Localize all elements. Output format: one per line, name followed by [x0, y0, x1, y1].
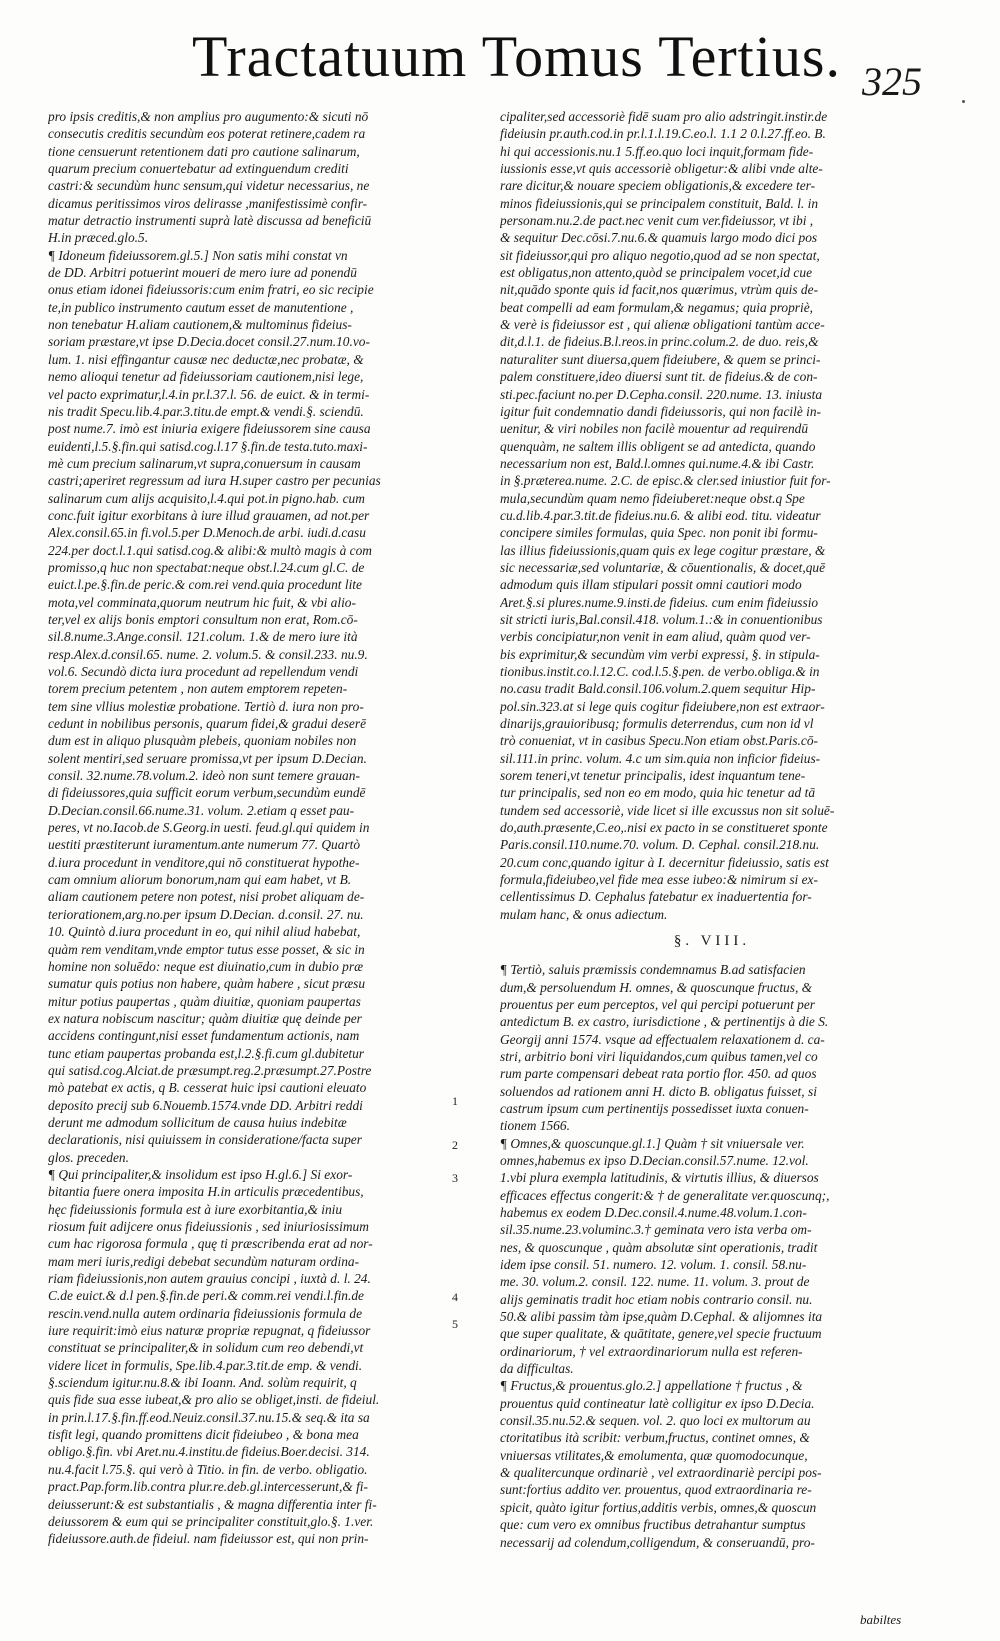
- text-line: lum. 1. nisi effingantur causæ nec deductæ,nec probatæ, &: [48, 351, 364, 367]
- text-line: ex natura nobiscum nascitur; quàm diuitiæ quę deinde per: [48, 1010, 362, 1026]
- text-line: uestiti præstiterunt iuramentum.ante numerum 77. Quartò: [48, 837, 361, 853]
- text-line: Georgij anni 1574. vsque ad effectualem relaxationem d. ca-: [500, 1031, 825, 1047]
- text-line: sil.111.in princ. volum. 4.c um sim.quia non inficior fideius-: [500, 750, 821, 766]
- text-line: mitur potius paupertas , quàm diuitiæ, quoniam paupertas: [48, 993, 361, 1009]
- text-line: derunt me admodum sollicitum de causa huius indebitæ: [48, 1114, 347, 1130]
- text-line: tionem 1566.: [500, 1118, 570, 1134]
- text-line: no.casu tradit Bald.consil.106.volum.2.quem sequitur Hip-: [500, 681, 816, 697]
- text-line: qui satisd.cog.Alciat.de præsumpt.reg.2.præsumpt.27.Postre: [48, 1062, 372, 1078]
- right-column-bottom-text: [500, 961, 924, 1551]
- text-line: homine non soluēdo: neque est diuinatio,cum in dubio præ: [48, 958, 364, 974]
- text-line: alijs geminatis tradit hoc etiam nobis contrario consil. nu.: [500, 1291, 813, 1307]
- text-line: sti.pec.faciunt no.per D.Cepha.consil. 220.nume. 13. iniusta: [500, 386, 823, 402]
- text-line: D.Decian.consil.66.nume.31. volum. 2.etiam q esset pau-: [48, 802, 355, 818]
- text-line: tione censuerunt retentionem dati pro cautione salinarum,: [48, 143, 360, 159]
- text-line: minos fideiussionis,qui se principalem constituit, Bald. l. in: [500, 195, 819, 211]
- text-line: constituat se principaliter,& in solidum cum reo debendi,vt: [48, 1340, 364, 1356]
- margin-note: 2: [452, 1138, 458, 1152]
- right-column: [500, 108, 924, 1551]
- text-line: necessarium non est, Bald.l.omnes qui.nume.4.& ibi Castr.: [500, 455, 815, 471]
- ink-blot: [962, 100, 965, 103]
- text-line: euict.l.pe.§.fin.de peric.& com.rei vend.quia procedunt lite: [48, 577, 362, 593]
- text-line: ¶ Idoneum fideiussorem.gl.5.] Non satis mihi constat vn: [48, 247, 348, 263]
- text-line: soluendos ad rationem anni H. dicto B. obligatus fuisset, si: [500, 1083, 817, 1099]
- text-line: concipere similes formulas, quia Spec. non ponit ibi formu-: [500, 525, 818, 541]
- text-line: accidens contingunt,nisi esset fundamentum actionis, nam: [48, 1028, 360, 1044]
- text-line: palem constituere,ideo diuersi sunt tit. de fideius.& de con-: [500, 369, 818, 385]
- text-line: nu.4.facit l.75.§. qui verò à Titio. in fin. de verbo. obligatio.: [48, 1461, 368, 1477]
- text-line: d.iura procedunt in venditore,qui nō constituerat hypothe-: [48, 854, 360, 870]
- text-line: videre licet in formulis, Spe.lib.4.par.3.tit.de emp. & vendi.: [48, 1357, 363, 1373]
- text-line: sil.8.nume.3.Ange.consil. 121.colum. 1.& de mero iure ità: [48, 629, 358, 645]
- text-line: fideiussore.auth.de fideiul. nam fideiussor est, qui non prin-: [48, 1531, 369, 1547]
- text-line: Paris.consil.110.nume.70. volum. D. Cephal. consil.218.nu.: [500, 837, 820, 853]
- text-line: verbis concipiatur,non venit in eam aliud, quàm quod ver-: [500, 629, 811, 645]
- text-line: rare dicitur,& nouare speciem obligationis,& excedere ter-: [500, 178, 816, 194]
- text-line: beat compelli ad eam formulam,& negamus; quia propriè,: [500, 299, 814, 315]
- text-line: riosum fuit adijcere onus fideiussionis , sed iniuriosissimum: [48, 1219, 369, 1234]
- text-line: hi qui accessionis.nu.1 5.ff.eo.quo loci inquit,formam fide-: [500, 143, 814, 159]
- text-line: igitur fuit condemnatio dandi fideiussoris, qui non facilè in-: [500, 403, 821, 419]
- text-line: deposito precij sub 6.Nouemb.1574.vnde DD. Arbitri reddi: [48, 1097, 363, 1113]
- text-line: ¶ Omnes,& quoscunque.gl.1.] Quàm † sit vniuersale ver.: [500, 1135, 805, 1151]
- text-line: prouentus quid contineatur latè colligitur ex ipso D.Decia.: [500, 1395, 815, 1411]
- text-line: consecutis creditis secundùm eos poterat retinere,cadem ra: [48, 126, 366, 142]
- text-line: do,auth.præsente,C.eo,.nisi ex pacto in se constitueret sponte: [500, 820, 828, 836]
- text-line: mulam hanc, & onus adiectum.: [500, 906, 668, 922]
- text-line: 50.& alibi passim tàm ipse,quàm D.Cephal. & alijomnes ita: [500, 1309, 823, 1325]
- text-line: castri:& secundùm hunc sensum,qui videtur necessarius, ne: [48, 178, 370, 194]
- text-line: sorem teneri,vt tenetur principalis, idest inquantum tene-: [500, 768, 806, 784]
- text-line: dit,d.l.1. de fideius.B.l.reos.in princ.colum.2. de duo. reis,&: [500, 334, 819, 350]
- text-line: non tenebatur H.aliam cautionem,& multominus fideius-: [48, 317, 352, 333]
- text-line: resp.Alex.d.consil.65. nume. 2. volum.5. & consil.233. nu.9.: [48, 646, 368, 662]
- text-line: sic necessariæ,sed voluntariæ, & cōuentionalis, & docet,quē: [500, 559, 826, 575]
- text-line: pol.sin.323.at si lege quis cogitur fideiubere,non est extraor-: [500, 698, 825, 714]
- text-line: dum est in aliquo plusquàm plebeis, quoniam nobiles non: [48, 733, 357, 749]
- text-line: peres, vt no.Iacob.de S.Georg.in uesti. feud.gl.qui quidem in: [48, 820, 370, 836]
- text-line: 1.vbi plura exempla latitudinis, & virtutis illius, & diuersos: [500, 1170, 819, 1186]
- text-line: consil.35.nu.52.& sequen. vol. 2. quo loci ex multorum au: [500, 1413, 811, 1429]
- text-line: 224.per doct.l.1.qui satisd.cog.& alibi:& multò magis à com: [48, 542, 372, 558]
- text-line: cu.d.lib.4.par.3.tit.de fideius.nu.6. & alibi eod. titu. videatur: [500, 507, 821, 523]
- text-line: in §.præterea.nume. 2.C. de episc.& cler.sed iniustior fuit for-: [500, 473, 831, 489]
- text-line: las illius fideiussionis,quam quis ex lege cogitur præstare, &: [500, 542, 826, 558]
- text-line: salinarum cum alijs acquisito,l.4.qui pot.in pigno.hab. cum: [48, 490, 365, 506]
- text-line: consil. 32.nume.78.volum.2. ideò non sunt temere grauan-: [48, 768, 360, 784]
- text-line: quàm rem venditam,vnde emptor tutus esse posset, & sic in: [48, 941, 365, 957]
- text-line: matur detractio instrumenti suprà latè discussa ad beneficiū: [48, 213, 372, 229]
- text-line: mè cum precium salinarum,vt supra,conuersum in causam: [48, 455, 361, 471]
- text-line: nemo alioqui tenetur ad fideiussoriam cautionem,nisi lege,: [48, 369, 364, 385]
- text-line: quarum precium conuertebatur ad extinguendum crediti: [48, 161, 349, 177]
- text-line: dum,& persoluendum H. omnes, & quoscunque fructus, &: [500, 979, 813, 995]
- text-line: 20.cum conc,quando igitur à I. decernitur fideiussio, satis est: [500, 854, 829, 870]
- text-line: ordinariorum, † vel extraordinariorum nulla est referen-: [500, 1343, 803, 1359]
- text-line: ¶ Fructus,& prouentus.glo.2.] appellatione † fructus , &: [500, 1378, 803, 1394]
- text-line: solent mentiri,sed seruare promissa,vt per ipsum D.Decian.: [48, 750, 367, 766]
- left-column: [48, 108, 472, 1548]
- text-line: antedictum B. ex castro, iurisdictione , & pertinentijs à die S.: [500, 1014, 829, 1030]
- text-line: omnes,habemus ex ipso D.Decian.consil.57.nume. 12.vol.: [500, 1152, 809, 1168]
- text-line: dicamus peritissimos viros delirasse ,manifestissimè confir-: [48, 195, 368, 211]
- text-line: tur principalis, sed non eo em modo, quia hic tenetur ad tā: [500, 785, 816, 801]
- text-line: cedunt in nobilibus personis, quarum fidei,& gradui deserē: [48, 716, 367, 732]
- text-line: formula,fideiubeo,vel fide mea esse iubeo:& nimirum si ex-: [500, 872, 818, 888]
- text-line: efficaces effectus congerit:& † de generalitate ver.quoscunq;,: [500, 1187, 830, 1203]
- text-line: vel pacto exprimatur,l.4.in pr.l.37.l. 56. de euict. & in termi-: [48, 386, 370, 402]
- text-line: que: cum vero ex omnibus fructibus detrahantur sumptus: [500, 1517, 806, 1533]
- right-column-top-text: [500, 108, 924, 923]
- text-line: obligo.§.fin. vbi Aret.nu.4.institu.de fideius.Boer.decisi. 314.: [48, 1444, 370, 1460]
- text-line: bitantia fuere onera imposita H.in articulis præcedentibus,: [48, 1184, 364, 1200]
- text-line: soriam præstare,vt ipse D.Decia.docet consil.27.num.10.vo-: [48, 334, 370, 350]
- text-line: rescin.vend.nulla autem ordinaria fideiussionis formula de: [48, 1305, 363, 1321]
- text-line: nis tradit Specu.lib.4.par.3.titu.de empt.& vendi.§. sciendū.: [48, 403, 364, 419]
- text-line: nit,quādo sponte quis id facit,nos quærimus, vtrùm quis de-: [500, 282, 819, 298]
- margin-note: 4: [452, 1290, 458, 1304]
- text-line: me. 30. volum.2. consil. 122. nume. 11. volum. 3. prout de: [500, 1274, 810, 1290]
- text-line: mula,secundùm quam nemo fideiuberet:neque obst.q Spe: [500, 490, 805, 506]
- text-line: mam meri iuris,redigi debebat secundùm naturam ordina-: [48, 1253, 360, 1269]
- text-line: iussionis esse,vt quis accessoriè obligetur:& alibi vnde alte-: [500, 161, 823, 177]
- text-line: di fideiussores,quia sufficit eorum verbum,secundùm eundē: [48, 785, 366, 801]
- text-line: vol.6. Secundò dicta iura procedunt ad repellendum vendi: [48, 664, 359, 679]
- text-line: deiussorem & eum qui se principaliter constituit,glo.§. 1.ver.: [48, 1513, 374, 1529]
- text-line: quis fide sua esse iubeat,& pro alio se obliget,insti. de fideiul.: [48, 1392, 380, 1408]
- text-line: dinarijs,grauioribusq; formulis deterrendus, cum non id vl: [500, 716, 814, 732]
- text-line: necessarij ad colendum,colligendum, & conseruandū, pro-: [500, 1534, 815, 1550]
- text-line: onus etiam idonei fideiussoris:cum enim fratri, eo sic recipie: [48, 282, 374, 298]
- text-line: cum hac rigorosa formula , quę ti præscribenda erat ad nor-: [48, 1236, 373, 1252]
- text-line: rum parte compensari debeat rata portio flor. 450. ad quos: [500, 1066, 817, 1082]
- text-line: & qualitercunque ordinariè , vel extraordinariè percipi pos-: [500, 1465, 822, 1481]
- section-heading: §. VIII.: [673, 933, 751, 950]
- text-line: da difficultas.: [500, 1361, 574, 1377]
- text-line: promisso,q huc non spectabat:neque obst.l.24.cum gl.C. de: [48, 559, 365, 575]
- text-line: teriorationem,arg.no.per ipsum D.Decian. d.consil. 27. nu.: [48, 906, 364, 922]
- margin-note: 3: [452, 1171, 458, 1185]
- text-line: tundem sed accessoriè, vide licet si ille excussus non sit soluē-: [500, 802, 835, 818]
- text-line: admodum quis illam stipulari possit omni cautiori modo: [500, 577, 802, 593]
- text-line: riam fideiussionis,non autem grauius concipi , iuxtà d. l. 24.: [48, 1271, 371, 1287]
- text-line: te,in publico instrumento cautum esset de manutentione ,: [48, 299, 354, 315]
- text-line: mota,vel comminata,quorum neutrum hic fuit, & vbi alio-: [48, 594, 356, 610]
- running-head: [0, 26, 1000, 116]
- text-line: pract.Pap.form.lib.contra plur.re.deb.gl.intercesserunt,& fi-: [48, 1479, 368, 1495]
- text-line: Aret.§.si plures.nume.9.insti.de fideius. cum enim fideiussio: [500, 594, 819, 610]
- text-line: cellentissimus D. Cephalus fatebatur ex inaduertentia for-: [500, 889, 812, 905]
- text-line: & sequitur Dec.cōsi.7.nu.6.& quamuis largo modo dici pos: [500, 230, 818, 246]
- text-line: sil.35.nume.23.voluminc.3.† geminata vero ista verba om-: [500, 1222, 812, 1238]
- text-line: torem precium petentem , non autem emptorem repeten-: [48, 681, 348, 697]
- text-line: habemus ex eodem D.Dec.consil.4.nume.48.volum.1.con-: [500, 1204, 807, 1220]
- text-line: nes, & quoscunque , quàm absolutæ sint operationis, tradit: [500, 1239, 818, 1255]
- running-title: Tractatuum Tomus Tertius.: [192, 24, 841, 89]
- margin-note: 5: [452, 1317, 458, 1331]
- text-line: de DD. Arbitri potuerint moueri de mero iure ad ponendū: [48, 265, 357, 281]
- text-line: §.sciendum igitur.nu.8.& ibi Ioann. And. solùm requirit, q: [48, 1375, 357, 1391]
- text-line: euidenti,l.5.§.fin.qui satisd.cog.l.17 §.fin.de testa.tuto.maxi-: [48, 438, 368, 454]
- text-line: spicit, quàto igitur fortius,additis verbis, omnes,& quoscun: [500, 1499, 817, 1515]
- text-line: trò conueniat, vt in casibus Specu.Non etiam obst.Paris.cō-: [500, 733, 818, 749]
- text-line: tisfit legi, quando promittens dicit fideiubeo , & bona mea: [48, 1427, 359, 1443]
- text-line: castri;aperiret regressum ad iura H.super castro per pecunias: [48, 473, 381, 489]
- text-line: deiusserunt:& est substantialis , & magna differentia inter fi-: [48, 1496, 377, 1512]
- text-line: glos. preceden.: [48, 1149, 129, 1165]
- text-line: que super qualitate, & quātitate, genere,vel specie fructuum: [500, 1326, 822, 1342]
- text-line: sit stricti iuris,Bal.consil.418. volum.1.:& in conuentionibus: [500, 611, 823, 627]
- text-line: ctoritatibus ità scribit: verbum,fructus, continet omnes, &: [500, 1430, 810, 1446]
- text-line: stri, arbitrio boni viri liquidandos,cum quibus tamen,vel co: [500, 1048, 818, 1064]
- text-line: C.de euict.& d.l pen.§.fin.de peri.& comm.rei vendi.l.fin.de: [48, 1288, 364, 1304]
- text-line: in prin.l.17.§.fin.ff.eod.Neuiz.consil.37.nu.15.& seq.& ita sa: [48, 1409, 370, 1425]
- text-line: sit fideiussor,qui pro aliquo negotio,quod ad se non spectat,: [500, 247, 820, 263]
- text-line: conc.fuit igitur exorbitans à iure illud grauamen, ad not.per: [48, 507, 370, 523]
- text-line: quenquàm, ne saltem illis obligent se ad antedicta, quando: [500, 438, 816, 454]
- text-line: mò patebat ex actis, q B. cesserat huic ipsi cautioni eleuato: [48, 1080, 367, 1096]
- text-line: vniuersas vtilitates,& emolumenta, quæ quomodocunque,: [500, 1447, 808, 1463]
- text-line: aliam cautionem petere non potest, nisi probet aliquam de-: [48, 889, 365, 905]
- text-line: ter,vel ex alijs bonis emptori consultum non erat, Rom.cō-: [48, 611, 358, 627]
- text-line: cipaliter,sed accessoriè fidē suam pro alio adstringit.instir.de: [500, 109, 828, 124]
- text-line: sunt:fortius addito ver. prouentus, quod extraordinaria re-: [500, 1482, 812, 1498]
- text-line: H.in præced.glo.5.: [48, 230, 149, 246]
- text-line: est obligatus,non attento,quòd se principalem vocet,id cue: [500, 265, 813, 281]
- text-line: personam.nu.2.de pact.nec venit cum ver.fideiussor, vt ibi ,: [500, 213, 814, 229]
- margin-note: 1: [452, 1094, 458, 1108]
- text-line: ¶ Tertiò, saluis præmissis condemnamus B.ad satisfacien: [500, 962, 806, 978]
- text-line: castrum ipsum cum pertinentijs possedisset iuxta conuen-: [500, 1100, 809, 1116]
- text-line: prouentus per eum perceptos, vel qui percipi potuerunt per: [500, 996, 815, 1012]
- text-line: tunc etiam paupertas probanda est,l.2.§.fi.cum gl.dubitetur: [48, 1045, 365, 1061]
- text-line: ¶ Qui principaliter,& insolidum est ipso H.gl.6.] Si exor-: [48, 1166, 353, 1182]
- text-line: tionibus.instit.co.l.12.C. cod.l.5.§.pen. de verbo.obliga.& in: [500, 664, 820, 679]
- text-line: 10. Quintò d.iura procedunt in eo, qui nihil aliud habebat,: [48, 924, 361, 940]
- text-line: post nume.7. imò est iniuria exigere fideiussorem sine causa: [48, 421, 371, 437]
- page-number: 325: [862, 59, 922, 104]
- text-line: fideiusin pr.auth.cod.in pr.l.1.l.19.C.eo.l. 1.1 2 0.l.27.ff.eo. B.: [500, 126, 826, 142]
- text-line: idem ipse consil. 51. numero. 12. volum. 1. consil. 58.nu-: [500, 1257, 807, 1272]
- text-line: naturaliter sunt diuersa,quem fideiubere, & quem se princi-: [500, 351, 821, 367]
- text-line: hęc fideiussionis formula est à iure exorbitantia,& iniu: [48, 1201, 343, 1217]
- text-line: tem sine vllius molestiæ probatione. Tertiò d. iura non pro-: [48, 698, 364, 714]
- text-line: bis exprimitur,& secundùm vim verbi expressi, §. in stipula-: [500, 646, 820, 662]
- text-line: Alex.consil.65.in fi.vol.5.per D.Menoch.de arbi. iudi.d.casu: [48, 525, 366, 541]
- text-line: iure requirit:imò eius naturæ propriæ repugnat, q fideiussor: [48, 1323, 371, 1339]
- text-line: uenitur, & viri nobiles non facilè mouentur ad requirendū: [500, 421, 809, 437]
- text-line: sumatur quis potius non habere, quàm habere , sicut præsu: [48, 976, 366, 992]
- text-line: declarationis, nisi quiuissem in consideratione/facta super: [48, 1132, 362, 1148]
- text-line: cam omnium aliorum bonorum,nam qui eam habet, vt B.: [48, 872, 352, 888]
- text-line: & verè is fideiussor est , qui alienæ obligationi tantùm acce-: [500, 317, 825, 333]
- catchword: babiltes: [860, 1612, 902, 1627]
- text-line: pro ipsis creditis,& non amplius pro augumento:& sicuti nō: [48, 109, 369, 124]
